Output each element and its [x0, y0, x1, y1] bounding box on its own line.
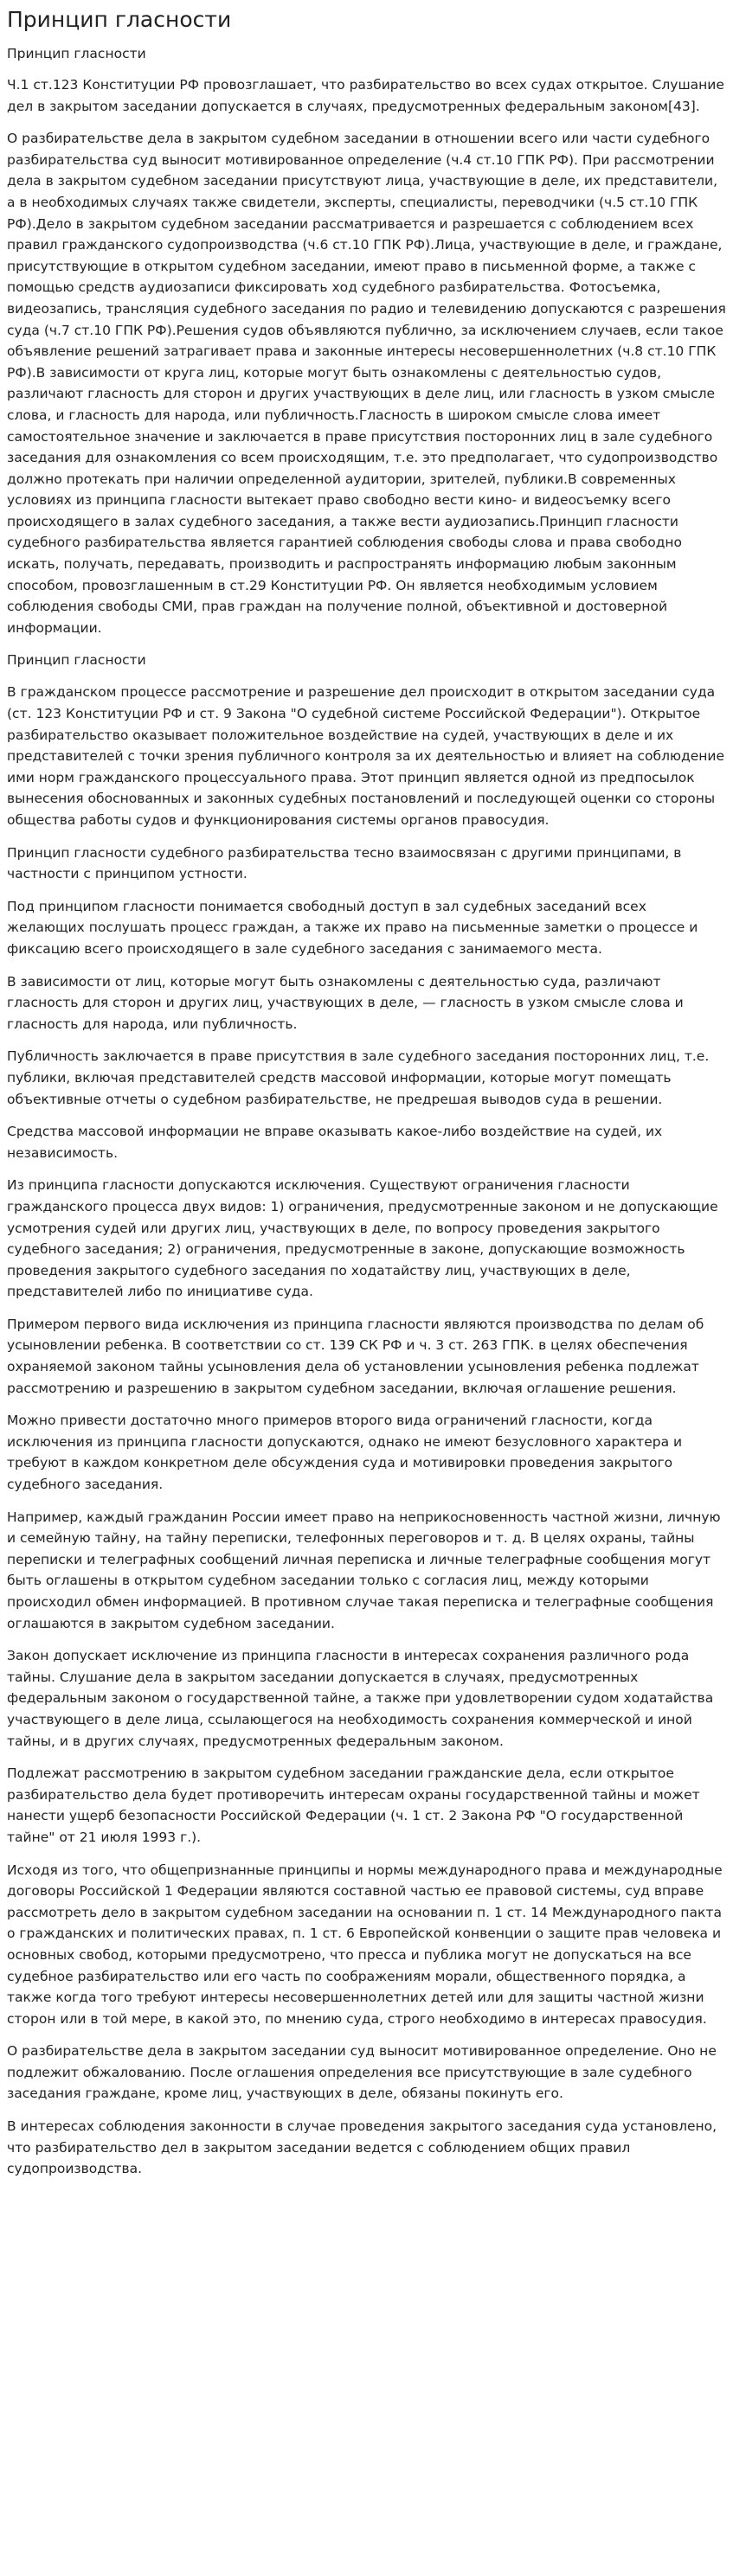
paragraph: Например, каждый гражданин России имеет право на неприкосновенность частной жизни, личную и семейную тайну, на тайну переписки, телефонных переговоров и т. д. В целях охраны, тайны переписки и телеграфных сообщений личная переписка и личные телеграфные сообщения могут быть оглашены в открытом судебном заседании только с согласия лиц, между которыми происходил обмен информацией. В противном случае такая переписка и телеграфные сообщения оглашаются в закрытом судебном заседании. [7, 1509, 721, 1631]
paragraph: Закон допускает исключение из принципа гласности в интересах сохранения различного рода тайны. Слушание дела в закрытом заседании допускается в случаях, предусмотренных федеральным законом о государственной тайне, а также при удовлетворении судом ходатайства участвующего в деле лица, ссылающегося на необходимость сохранения коммерческой и иной тайны, и в других случаях, предусмотренных федеральным законом. [7, 1648, 714, 1749]
paragraph: Подлежат рассмотрению в закрытом судебном заседании гражданские дела, если открытое разбирательство дела будет противоречить интересам охраны государственной тайны и может нанести ущерб безопасности Российской Федерации (ч. 1 ст. 2 Закона РФ "О государственной тайне" от 21 июля 1993 г.). [7, 1765, 700, 1845]
paragraph: Примером первого вида исключения из принципа гласности являются производства по делам об усыновлении ребенка. В соответствии со ст. 139 СК РФ и ч. 3 ст. 263 ГПК. в целях обеспечения охраняемой законом тайны усыновления дела об установлении усыновления ребенка подлежат рассмотрению и разрешению в закрытом судебном заседании, включая оглашение решения. [7, 1316, 704, 1396]
paragraph: Ч.1 ст.123 Конституции РФ провозглашает, что разбирательство во всех судах открытое. Слушание дел в закрытом заседании допускается в случаях, предусмотренных федеральным законом[43]. [7, 77, 724, 114]
paragraph: В интересах соблюдения законности в случае проведения закрытого заседания суда установлено, что разбирательство дел в закрытом заседании ведется с соблюдением общих правил судопроизводства. [7, 2118, 717, 2177]
paragraph: Исходя из того, что общепризнанные принципы и нормы международного права и международные договоры Российской 1 Федерации являются составной частью ее правовой системы, суд вправе рассмотреть дело в закрытом судебном заседании на основании п. 1 ст. 14 Международного пакта о гражданских и политических правах, п. 1 ст. 6 Европейской конвенции о защите прав человека и основных свобод, которыми предусмотрено, что пресса и публика могут не допускаться на все судебное разбирательство или его часть по соображениям морали, общественного порядка, а также когда того требуют интересы несовершеннолетних детей или для защиты частной жизни сторон или в той мере, в какой это, по мнению суда, строго необходимо в интересах правосудия. [7, 1862, 723, 2027]
paragraph: В зависимости от лиц, которые могут быть ознакомлены с деятельностью суда, различают гласность для сторон и других лиц, участвующих в деле, — гласность в узком смысле слова и гласность для народа, или публичность. [7, 973, 684, 1032]
paragraph: О разбирательстве дела в закрытом заседании суд выносит мотивированное определение. Оно не подлежит обжалованию. После оглашения определения все присутствующие в зале судебного заседания граждане, кроме лиц, участвующих в деле, обязаны покинуть его. [7, 2043, 717, 2102]
paragraph: Под принципом гласности понимается свободный доступ в зал судебных заседаний всех желающих послушать процесс граждан, а также их право на письменные заметки о процессе и фиксацию всего происходящего в зале судебного заседания с занимаемого места. [7, 898, 698, 957]
paragraph: В гражданском процессе рассмотрение и разрешение дел происходит в открытом заседании суда (ст. 123 Конституции РФ и ст. 9 Закона "О судебной системе Российской Федерации"). Открытое разбирательство оказывает положительное воздействие на судей, участвующих в деле и их представителей с точки зрения публичного контроля за их деятельностью и влияет на соблюдение ими норм гражданского процессуального права. Этот принцип является одной из предпосылок вынесения обоснованных и законных судебных постановлений и последующей оценки со стороны общества работы судов и функционирования системы органов правосудия. [7, 684, 725, 828]
paragraph: Публичность заключается в праве присутствия в зале судебного заседания посторонних лиц, т.е. публики, включая представителей средств массовой информации, которые могут помещать объективные отчеты о судебном разбирательстве, не предрешая выводов суда в решении. [7, 1048, 710, 1107]
paragraph: Принцип гласности судебного разбирательства тесно взаимосвязан с другими принципами, в частности с принципом устности. [7, 844, 682, 882]
paragraph: Средства массовой информации не вправе оказывать какое-либо воздействие на судей, их независимость. [7, 1124, 663, 1161]
section-subtitle-second: Принцип гласности [7, 652, 146, 669]
page-title: Принцип гласности [7, 7, 232, 32]
paragraph: Из принципа гласности допускаются исключения. Существуют ограничения гласности гражданского процесса двух видов: 1) ограничения, предусмотренные законом и не допускающие усмотрения судей или других лиц, участвующих в деле, по вопросу проведения закрытого судебного заседания; 2) ограничения, предусмотренные в законе, допускающие возможность проведения закрытого судебного заседания по ходатайству лиц, участвующих в деле, представителей либо по инициативе суда. [7, 1177, 718, 1300]
paragraph: Можно привести достаточно много примеров второго вида ограничений гласности, когда исключения из принципа гласности допускаются, однако не имеют безусловного характера и требуют в каждом конкретном деле обсуждения суда и мотивировки проведения закрытого судебного заседания. [7, 1413, 683, 1493]
paragraph: О разбирательстве дела в закрытом судебном заседании в отношении всего или части судебного разбирательства суд выносит мотивированное определение (ч.4 ст.10 ГПК РФ). При рассмотрении дела в закрытом судебном заседании присутствуют лица, участвующие в деле, их представители, а в необходимых случаях также свидетели, эксперты, специалисты, переводчики (ч.5 ст.10 ГПК РФ).Дело в закрытом судебном заседании рассматривается и разрешается с соблюдением всех правил гражданского судопроизводства (ч.6 ст.10 ГПК РФ).Лица, участвующие в деле, и граждане, присутствующие в открытом судебном заседании, имеют право в письменной форме, а также с помощью средств аудиозаписи фиксировать ход судебного разбирательства. Фотосъемка, видеозапись, трансляция судебного заседания по радио и телевидению допускаются с разрешения суда (ч.7 ст.10 ГПК РФ).Решения судов объявляются публично, за исключением случаев, если такое объявление решений затрагивает права и законные интересы несовершеннолетних (ч.8 ст.10 ГПК РФ).В зависимости от круга лиц, которые могут быть ознакомлены с деятельностью судов, различают гласность для сторон и других участвующих в деле лиц, или гласность в узком смысле слова, и гласность для народа, или публичность.Гласность в широком смысле слова имеет самостоятельное значение и заключается в праве присутствия посторонних лиц в зале судебного заседания для ознакомления со всем происходящим, т.е. это предполагает, что судопроизводство должно протекать при наличии определенной аудитории, зрителей, публики.В современных условиях из принципа гласности вытекает право свободно вести кино- и видеосъемку всего происходящего в залах судебного заседания, а также вести аудиозапись.Принцип гласности судебного разбирательства является гарантией соблюдения свободы слова и права свободно искать, получать, передавать, производить и распространять информацию любым законным способом, провозглашенным в ст.29 Конституции РФ. Он является необходимым условием соблюдения свободы СМИ, прав граждан на получение полной, объективной и достоверной информации. [7, 131, 726, 636]
section-subtitle-top: Принцип гласности [7, 46, 146, 61]
